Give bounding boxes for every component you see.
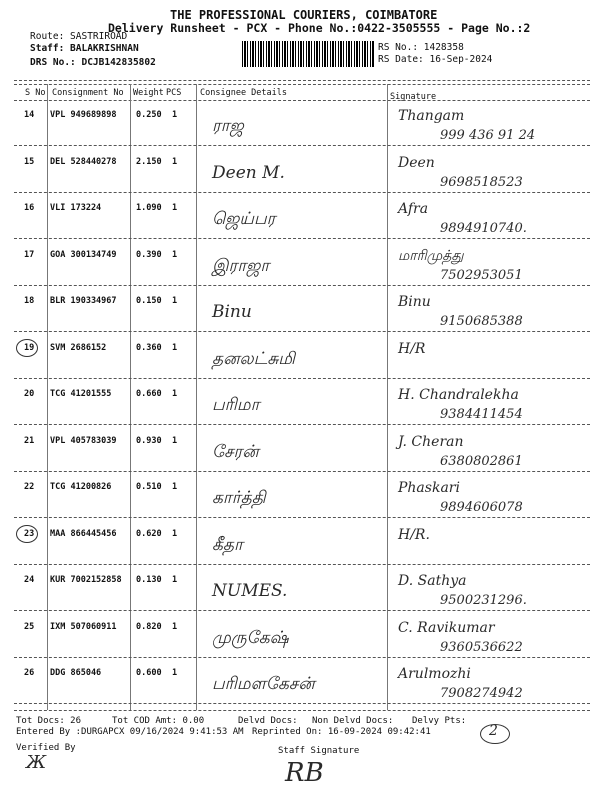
row-signature-handwritten: H/R	[398, 341, 426, 357]
col-weight: Weight	[133, 88, 164, 98]
verified-by-label: Verified By	[16, 743, 76, 753]
col-divider	[47, 84, 48, 710]
row-weight: 0.360	[136, 343, 162, 353]
row-signature-handwritten: Binu	[398, 294, 431, 310]
row-sno: 17	[24, 250, 35, 260]
row-pcs: 1	[172, 436, 178, 446]
barcode	[242, 41, 374, 67]
row-separator	[14, 145, 590, 146]
row-pcs: 1	[172, 389, 178, 399]
row-consignment-no: SVM 2686152	[50, 343, 107, 353]
row-consignment-no: TCG 41200826	[50, 482, 112, 492]
row-consignment-no: VLI 173224	[50, 203, 102, 213]
col-consignee: Consignee Details	[200, 88, 287, 98]
row-consignment-no: MAA 866445456	[50, 529, 117, 539]
row-consignee-handwritten: இராஜா	[212, 256, 270, 276]
staff-signature-initials: RB	[285, 758, 324, 788]
row-consignee-handwritten: NUMES.	[212, 581, 288, 601]
row-consignee-handwritten: தனலட்சுமி	[212, 349, 296, 369]
row-separator	[14, 424, 590, 425]
row-consignment-no: VPL 949689898	[50, 110, 117, 120]
row-pcs: 1	[172, 203, 178, 213]
row-separator	[14, 238, 590, 239]
row-separator	[14, 703, 590, 704]
row-consignment-no: DDG 865046	[50, 668, 102, 678]
row-weight: 0.510	[136, 482, 162, 492]
row-pcs: 1	[172, 668, 178, 678]
row-consignment-no: KUR 7002152858	[50, 575, 122, 585]
row-consignment-no: DEL 528440278	[50, 157, 117, 167]
row-sno: 16	[24, 203, 35, 213]
row-consignment-no: VPL 405783039	[50, 436, 117, 446]
row-signature-handwritten: Deen	[398, 155, 435, 171]
row-separator	[14, 192, 590, 193]
row-phone-handwritten: 6380802861	[440, 454, 523, 469]
row-signature-handwritten: H. Chandralekha	[398, 387, 519, 403]
row-sno: 24	[24, 575, 35, 585]
row-separator	[14, 564, 590, 565]
row-signature-handwritten: Afra	[398, 201, 429, 217]
row-phone-handwritten: 9150685388	[440, 314, 523, 329]
row-separator	[14, 471, 590, 472]
row-consignee-handwritten: Deen M.	[212, 163, 285, 183]
row-sno-circle	[16, 525, 38, 543]
delivered-docs: Delvd Docs:	[238, 716, 298, 726]
row-weight: 0.930	[136, 436, 162, 446]
row-consignee-handwritten: கீதா	[212, 535, 243, 555]
row-consignment-no: TCG 41201555	[50, 389, 112, 399]
row-signature-handwritten: Thangam	[398, 108, 465, 124]
rs-number: RS No.: 1428358	[378, 42, 464, 53]
row-pcs: 1	[172, 343, 178, 353]
row-sno: 22	[24, 482, 35, 492]
row-pcs: 1	[172, 482, 178, 492]
row-signature-handwritten: D. Sathya	[398, 573, 467, 589]
col-divider	[387, 84, 388, 710]
row-consignment-no: GOA 300134749	[50, 250, 117, 260]
row-pcs: 1	[172, 575, 178, 585]
col-consignment: Consignment No	[52, 88, 124, 98]
row-pcs: 1	[172, 110, 178, 120]
row-weight: 0.620	[136, 529, 162, 539]
row-sno: 26	[24, 668, 35, 678]
header-top-rule-2	[14, 84, 590, 85]
row-signature-handwritten: Arulmozhi	[398, 666, 471, 682]
col-pcs: PCS	[166, 88, 182, 98]
total-docs: Tot Docs: 26	[16, 716, 82, 726]
row-consignee-handwritten: பரிமளகேசன்	[212, 674, 315, 694]
row-consignee-handwritten: கார்த்தி	[212, 488, 266, 508]
row-pcs: 1	[172, 157, 178, 167]
row-sno: 19	[24, 343, 35, 353]
total-cod-amount: Tot COD Amt: 0.00	[112, 716, 205, 726]
row-phone-handwritten: 9894606078	[440, 500, 523, 515]
row-sno: 15	[24, 157, 35, 167]
row-separator	[14, 285, 590, 286]
row-phone-handwritten: 999 436 91 24	[440, 128, 536, 143]
row-sno: 25	[24, 622, 35, 632]
row-weight: 0.250	[136, 110, 162, 120]
row-signature-handwritten: Phaskari	[398, 480, 460, 496]
row-separator	[14, 331, 590, 332]
row-consignee-handwritten: சேரன்	[212, 442, 259, 462]
row-consignee-handwritten: ஜெய்பர	[212, 209, 276, 229]
row-weight: 1.090	[136, 203, 162, 213]
col-divider	[196, 84, 197, 710]
runsheet-title: Delivery Runsheet - PCX - Phone No.:0422-3505555 - Page No.:2	[108, 21, 531, 35]
header-top-rule	[14, 80, 590, 81]
row-sno-circle	[16, 339, 38, 357]
reprinted-on: Reprinted On: 16-09-2024 09:42:41	[252, 727, 431, 737]
col-sno: S No	[25, 88, 46, 98]
row-weight: 2.150	[136, 157, 162, 167]
row-consignee-handwritten: ராஜ	[212, 116, 244, 136]
header-bottom-rule	[14, 100, 590, 101]
row-consignment-no: IXM 507060911	[50, 622, 117, 632]
row-phone-handwritten: 9894910740.	[440, 221, 527, 236]
row-sno: 23	[24, 529, 35, 539]
row-consignee-handwritten: முருகேஷ்	[212, 628, 289, 648]
footer-rule	[14, 710, 590, 711]
row-signature-handwritten: H/R.	[398, 527, 430, 543]
col-divider	[130, 84, 131, 710]
non-delivered-docs: Non Delvd Docs:	[312, 716, 394, 726]
row-consignee-handwritten: பரிமா	[212, 395, 260, 415]
staff-label: Staff: BALAKRISHNAN	[30, 43, 139, 54]
row-separator	[14, 378, 590, 379]
row-signature-handwritten: C. Ravikumar	[398, 620, 495, 636]
row-phone-handwritten: 9698518523	[440, 175, 523, 190]
row-consignee-handwritten: Binu	[212, 302, 252, 322]
row-weight: 0.820	[136, 622, 162, 632]
row-phone-handwritten: 9360536622	[440, 640, 523, 655]
col-signature: Signature	[390, 92, 437, 102]
row-phone-handwritten: 7908274942	[440, 686, 523, 701]
row-sno: 18	[24, 296, 35, 306]
delivery-points: Delvy Pts:	[412, 716, 467, 726]
row-sno: 14	[24, 110, 35, 120]
row-pcs: 1	[172, 529, 178, 539]
row-pcs: 1	[172, 296, 178, 306]
row-weight: 0.150	[136, 296, 162, 306]
row-weight: 0.600	[136, 668, 162, 678]
row-sno: 20	[24, 389, 35, 399]
row-sno: 21	[24, 436, 35, 446]
staff-signature-label: Staff Signature	[278, 746, 360, 756]
row-phone-handwritten: 9500231296.	[440, 593, 527, 608]
row-pcs: 1	[172, 622, 178, 632]
verified-by-mark: Ж	[26, 752, 47, 773]
row-weight: 0.390	[136, 250, 162, 260]
page-mark-number: 2	[489, 723, 498, 739]
row-weight: 0.130	[136, 575, 162, 585]
row-weight: 0.660	[136, 389, 162, 399]
rs-date: RS Date: 16-Sep-2024	[378, 54, 493, 65]
route-label: Route: SASTRIROAD	[30, 31, 128, 42]
row-signature-handwritten: மாரிமுத்து	[398, 248, 464, 264]
entered-by: Entered By :DURGAPCX 09/16/2024 9:41:53 AM	[16, 727, 244, 737]
row-consignment-no: BLR 190334967	[50, 296, 117, 306]
company-name: THE PROFESSIONAL COURIERS, COIMBATORE	[170, 8, 438, 22]
row-separator	[14, 657, 590, 658]
row-signature-handwritten: J. Cheran	[398, 434, 464, 450]
row-separator	[14, 517, 590, 518]
row-phone-handwritten: 9384411454	[440, 407, 523, 422]
row-separator	[14, 610, 590, 611]
drs-number: DRS No.: DCJB142835802	[30, 57, 156, 68]
row-phone-handwritten: 7502953051	[440, 268, 523, 283]
row-pcs: 1	[172, 250, 178, 260]
